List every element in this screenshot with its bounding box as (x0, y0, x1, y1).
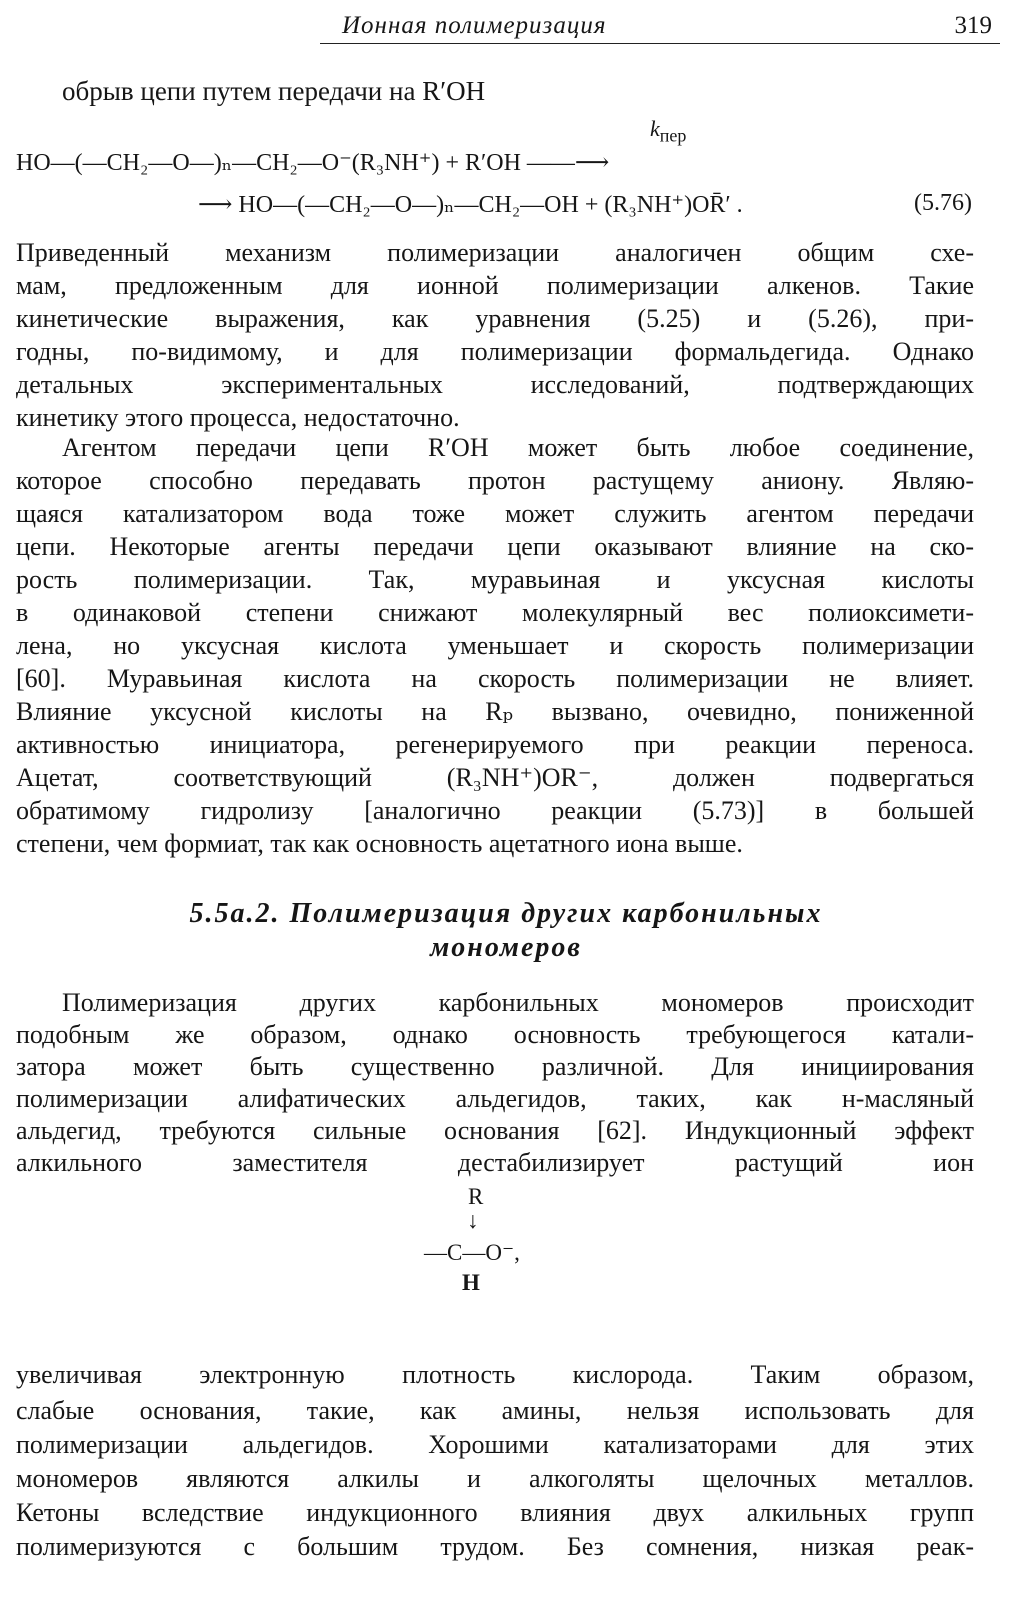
paragraph1-line: детальных экспериментальных исследований, подтверждающих (16, 370, 974, 399)
intro-line: обрыв цепи путем передачи на R′OH (62, 76, 486, 106)
structure-r-group: R (468, 1184, 484, 1209)
paragraph4-line: слабые основания, такие, как амины, нельзя использовать для (16, 1396, 974, 1425)
section-title: 5.5а.2. Полимеризация других карбонильных (189, 898, 823, 929)
paragraph1-line: годны, по-видимому, и для полимеризации формальдегида. Однако (16, 337, 974, 366)
rate-constant-label: $k_{пер}$ (650, 116, 687, 146)
paragraph1-line: мам, предложенным для ионной полимеризации алкенов. Такие (16, 271, 974, 300)
paragraph4-line: мономеров являются алкилы и алкоголяты щелочных металлов. (16, 1464, 974, 1493)
paragraph2-line: цепи. Некоторые агенты передачи цепи оказывают влияние на ско- (16, 532, 974, 561)
running-title: Ионная полимеризация (342, 12, 607, 39)
paragraph2-line: [60]. Муравьиная кислота на скорость полимеризации не влияет. (16, 664, 974, 693)
equation-number: (5.76) (914, 190, 972, 216)
carbanion-structure (416, 1184, 576, 1304)
paragraph2-line: в одинаковой степени снижают молекулярный вес полиоксимети- (16, 598, 974, 627)
paragraph2-line: которое способно передавать протон растущему аниону. Являю- (16, 466, 974, 495)
structure-bond-arrow: ↓ (467, 1208, 479, 1233)
running-head (320, 6, 1010, 44)
page-number: 319 (954, 12, 992, 39)
paragraph2-line: рость полимеризации. Так, муравьиная и уксусная кислоты (16, 565, 974, 594)
equation-line-1: HO—(—CH₂—O—)ₙ—CH₂—O⁻(R₃NH⁺) + R′OH ——⟶ (16, 150, 610, 176)
header-rule (320, 43, 1000, 44)
paragraph3-line: алкильного заместителя дестабилизирует растущий ион (16, 1148, 974, 1177)
paragraph2-line: лена, но уксусная кислота уменьшает и скорость полимеризации (16, 631, 974, 660)
paragraph2-line: Агентом передачи цепи R′OH может быть любое соединение, (62, 433, 974, 462)
paragraph3-line: подобным же образом, однако основность требующегося катали- (16, 1020, 974, 1049)
paragraph2-line: обратимому гидролизу [аналогично реакции (5.73)] в большей (16, 796, 974, 825)
paragraph4-line: Кетоны вследствие индукционного влияния двух алкильных групп (16, 1498, 974, 1527)
paragraph3-line: альдегид, требуются сильные основания [62]. Индукционный эффект (16, 1116, 974, 1145)
paragraph4-line: полимеризации альдегидов. Хорошими катализаторами для этих (16, 1430, 974, 1459)
paragraph4-line: увеличивая электронную плотность кислорода. Таким образом, (16, 1360, 974, 1389)
paragraph2-line: степени, чем формиат, так как основность ацетатного иона выше. (16, 829, 743, 858)
paragraph2-line: Ацетат, соответствующий (R₃NH⁺)OR⁻, должен подвергаться (16, 763, 974, 792)
paragraph3-line: полимеризации алифатических альдегидов, таких, как н-масляный (16, 1084, 974, 1113)
paragraph2-line: Влияние уксусной кислоты на Rₚ вызвано, очевидно, пониженной (16, 697, 974, 726)
equation-line-2: ⟶ HO—(—CH₂—O—)ₙ—CH₂—OH + (R₃NH⁺)OR̄′ . (198, 192, 743, 218)
paragraph1-line: кинетику этого процесса, недостаточно. (16, 403, 460, 432)
paragraph3-line: затора может быть существенно различной. Для инициирования (16, 1052, 974, 1081)
section-title-continuation: мономеров (430, 932, 582, 963)
paragraph2-line: щаяся катализатором вода тоже может служить агентом передачи (16, 499, 974, 528)
structure-center: —C—O⁻, (424, 1240, 520, 1265)
paragraph3-line: Полимеризация других карбонильных мономеров происходит (62, 988, 974, 1017)
paragraph4-line: полимеризуются с большим трудом. Без сомнения, низкая реак- (16, 1532, 974, 1561)
paragraph1-line: Приведенный механизм полимеризации аналогичен общим схе- (16, 238, 974, 267)
paragraph2-line: активностью инициатора, регенерируемого при реакции переноса. (16, 730, 974, 759)
paragraph1-line: кинетические выражения, как уравнения (5.25) и (5.26), при- (16, 304, 974, 333)
structure-hydrogen: H (462, 1270, 480, 1295)
